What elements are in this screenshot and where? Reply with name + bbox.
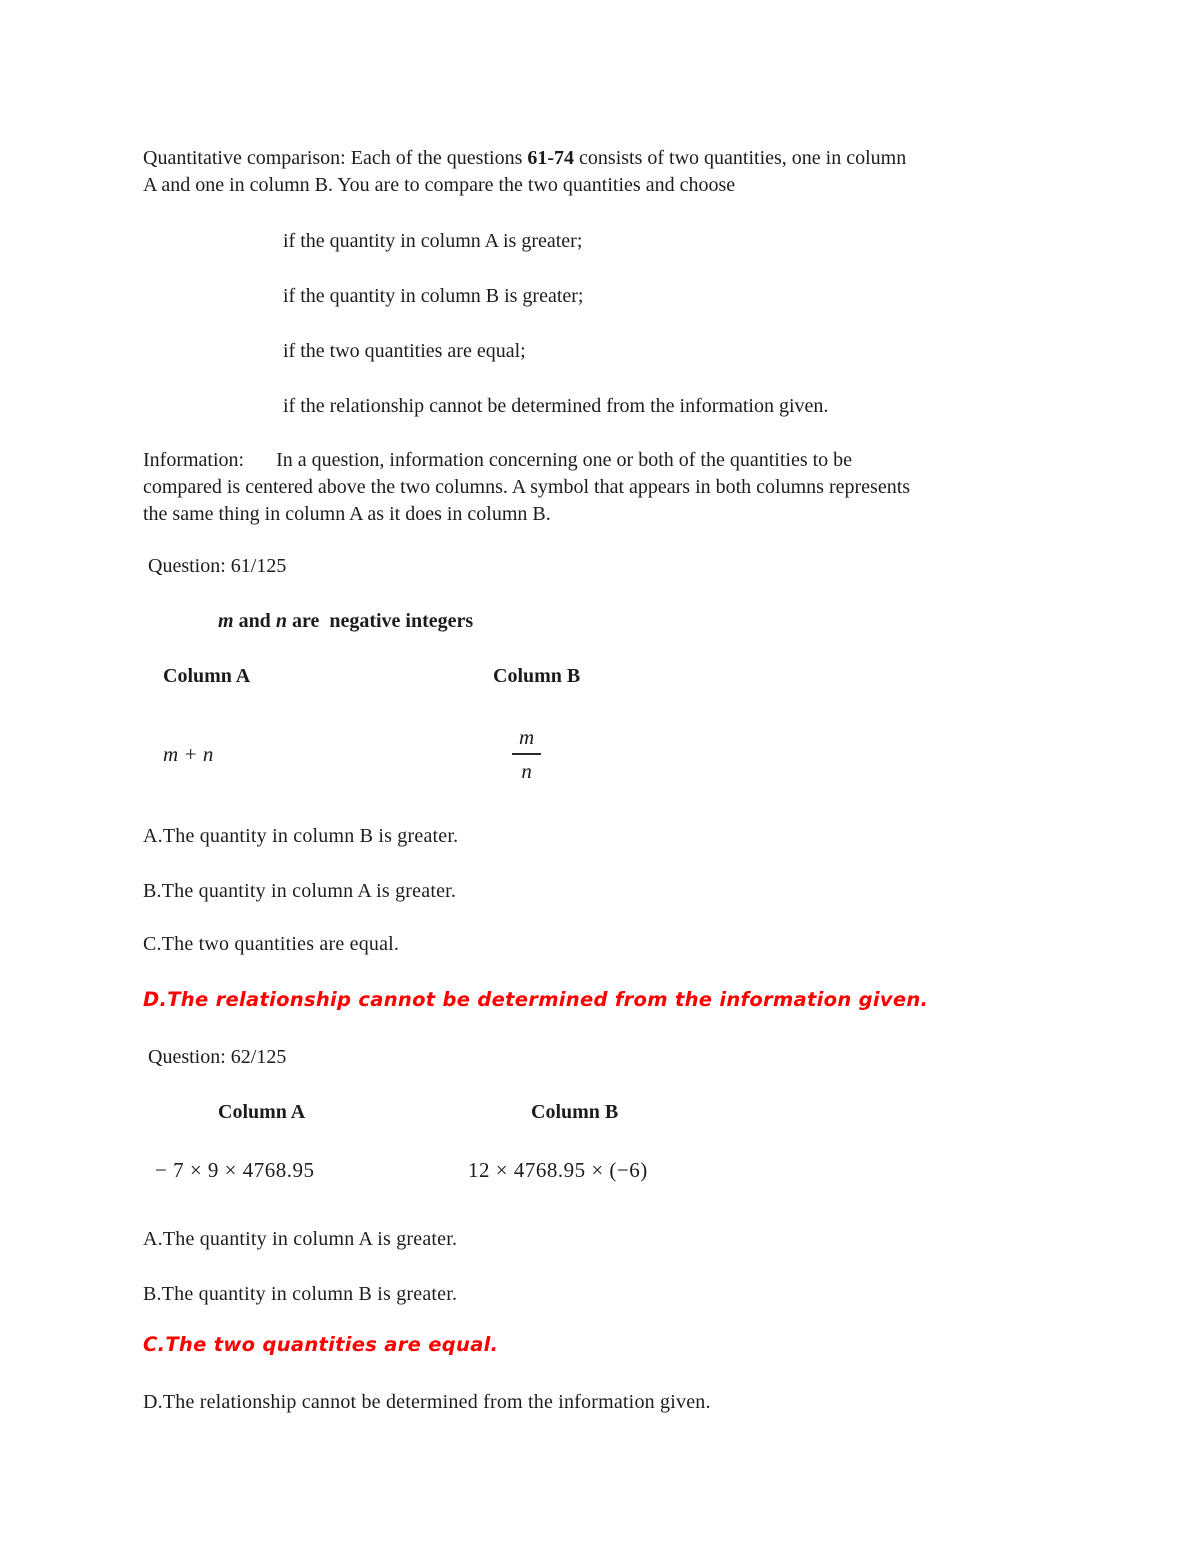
variable-m: m bbox=[218, 610, 234, 632]
choice-rule-equal: if the two quantities are equal; bbox=[283, 340, 526, 362]
information-label: Information: bbox=[143, 449, 245, 471]
question-61-column-a-expression: m + n bbox=[163, 742, 214, 766]
question-61 bbox=[143, 553, 1140, 1014]
information-line1: In a question, information concerning one or both of the quantities to be bbox=[276, 449, 853, 471]
question-range-bold: 61-74 bbox=[527, 147, 575, 169]
question-62-label: Question: 62/125 bbox=[148, 1046, 287, 1068]
fraction-denominator: n bbox=[521, 759, 532, 783]
question-61-option-c: C.The two quantities are equal. bbox=[143, 933, 400, 955]
choice-rule-column-b: if the quantity in column B is greater; bbox=[283, 285, 584, 307]
information-line3: the same thing in column A as it does in column B. bbox=[143, 503, 551, 525]
question-62-option-a: A.The quantity in column A is greater. bbox=[143, 1228, 458, 1250]
fraction-numerator: m bbox=[512, 725, 541, 755]
question-61-column-headers bbox=[143, 663, 1140, 690]
information-paragraph bbox=[143, 447, 1140, 528]
question-62-column-b-expression: 12 × 4768.95 × (−6) bbox=[468, 1158, 648, 1182]
choice-rule-column-a: if the quantity in column A is greater; bbox=[283, 230, 583, 252]
question-62-column-headers bbox=[143, 1099, 1140, 1126]
question-62-column-a-expression: − 7 × 9 × 4768.95 bbox=[155, 1158, 315, 1182]
question-61-expressions bbox=[143, 725, 1140, 784]
question-62-expressions bbox=[143, 1156, 1140, 1184]
question-61-option-d-answer: D.The relationship cannot be determined from the information given. bbox=[143, 988, 929, 1011]
question-61-option-b: B.The quantity in column A is greater. bbox=[143, 880, 457, 902]
question-61-label: Question: 61/125 bbox=[148, 555, 287, 577]
variable-n: n bbox=[275, 610, 287, 632]
given-and-text: and bbox=[233, 610, 276, 632]
intro-line1-cont: consists of two quantities, one in column bbox=[574, 147, 907, 169]
question-62-column-a-header: Column A bbox=[218, 1101, 306, 1123]
given-rest-text: are negative integers bbox=[286, 610, 474, 632]
question-61-column-b-header: Column B bbox=[493, 665, 581, 687]
intro-line1-text: Quantitative comparison: Each of the questions bbox=[143, 147, 528, 169]
question-62-option-c-answer: C.The two quantities are equal. bbox=[143, 1333, 499, 1356]
question-62-option-b: B.The quantity in column B is greater. bbox=[143, 1283, 458, 1305]
question-62 bbox=[143, 1044, 1140, 1416]
question-61-given-info bbox=[218, 608, 1140, 635]
question-61-column-b-fraction bbox=[512, 725, 541, 784]
intro-line2-text: A and one in column B. You are to compare the two quantities and choose bbox=[143, 174, 736, 196]
question-61-option-a: A.The quantity in column B is greater. bbox=[143, 825, 459, 847]
information-line2: compared is centered above the two columns. A symbol that appears in both columns represents bbox=[143, 476, 911, 498]
intro-paragraph bbox=[143, 145, 1140, 199]
question-62-option-d: D.The relationship cannot be determined from the information given. bbox=[143, 1391, 711, 1413]
question-62-column-b-header: Column B bbox=[531, 1101, 619, 1123]
question-61-column-a-header: Column A bbox=[163, 665, 251, 687]
choice-rule-undetermined: if the relationship cannot be determined from the information given. bbox=[283, 395, 829, 417]
